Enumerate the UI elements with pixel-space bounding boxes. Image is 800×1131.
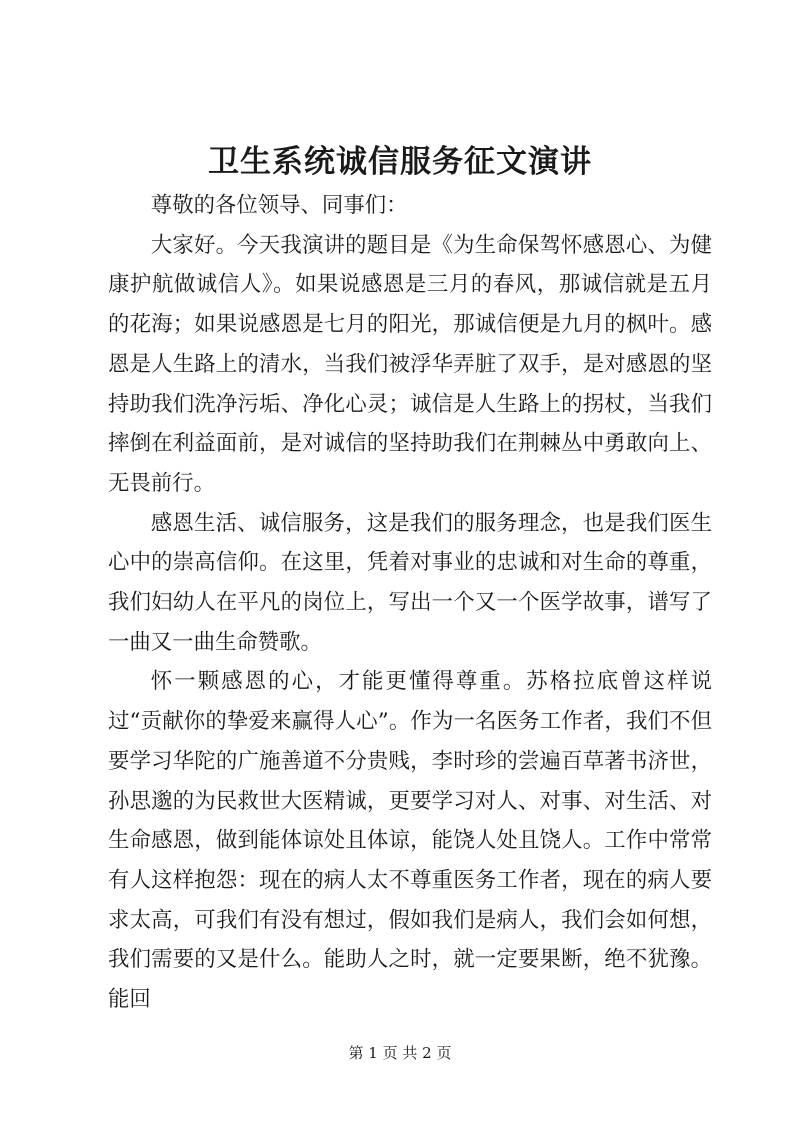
paragraph-salutation: 尊敬的各位领导、同事们： [150,193,408,218]
document-body [108,186,712,1020]
page-footer: 第 1 页 共 2 页 [348,1044,452,1062]
paragraph-service-philosophy: 感恩生活、诚信服务，这是我们的服务理念，也是我们医生心中的崇高信仰。在这里，凭着对事业的忠诚和对生命的尊重，我们妇幼人在平凡的岗位上，写出一个又一个医学故事，谱写了一曲又一曲生命赞歌。 [108,510,712,655]
document-title: 卫生系统诚信服务征文演讲 [208,144,592,180]
paragraph-intro: 大家好。今天我演讲的题目是《为生命保驾怀感恩心、为健康护航做诚信人》。如果说感恩是三月的春风，那诚信就是五月的花海；如果说感恩是七月的阳光，那诚信便是九月的枫叶。感恩是人生路上的清水，当我们被浮华弄脏了双手，是对感恩的坚持助我们洗净污垢、净化心灵；诚信是人生路上的拐杖，当我们摔倒在利益面前，是对诚信的坚持助我们在荆棘丛中勇敢向上、无畏前行。 [108,232,712,496]
paragraph-gratitude: 怀一颗感恩的心，才能更懂得尊重。苏格拉底曾这样说过“贡献你的挚爱来赢得人心”。作为一名医务工作者，我们不但要学习华陀的广施善道不分贵贱，李时珍的尝遍百草著书济世，孙思邈的为民救世大医精诚，更要学习对人、对事、对生活、对生命感恩，做到能体谅处且体谅，能饶人处且饶人。工作中常常有人这样抱怨：现在的病人太不尊重医务工作者，现在的病人要求太高，可我们有没有想过，假如我们是病人，我们会如何想，我们需要的又是什么。能助人之时，就一定要果断，绝不犹豫。能回 [108,669,712,1013]
